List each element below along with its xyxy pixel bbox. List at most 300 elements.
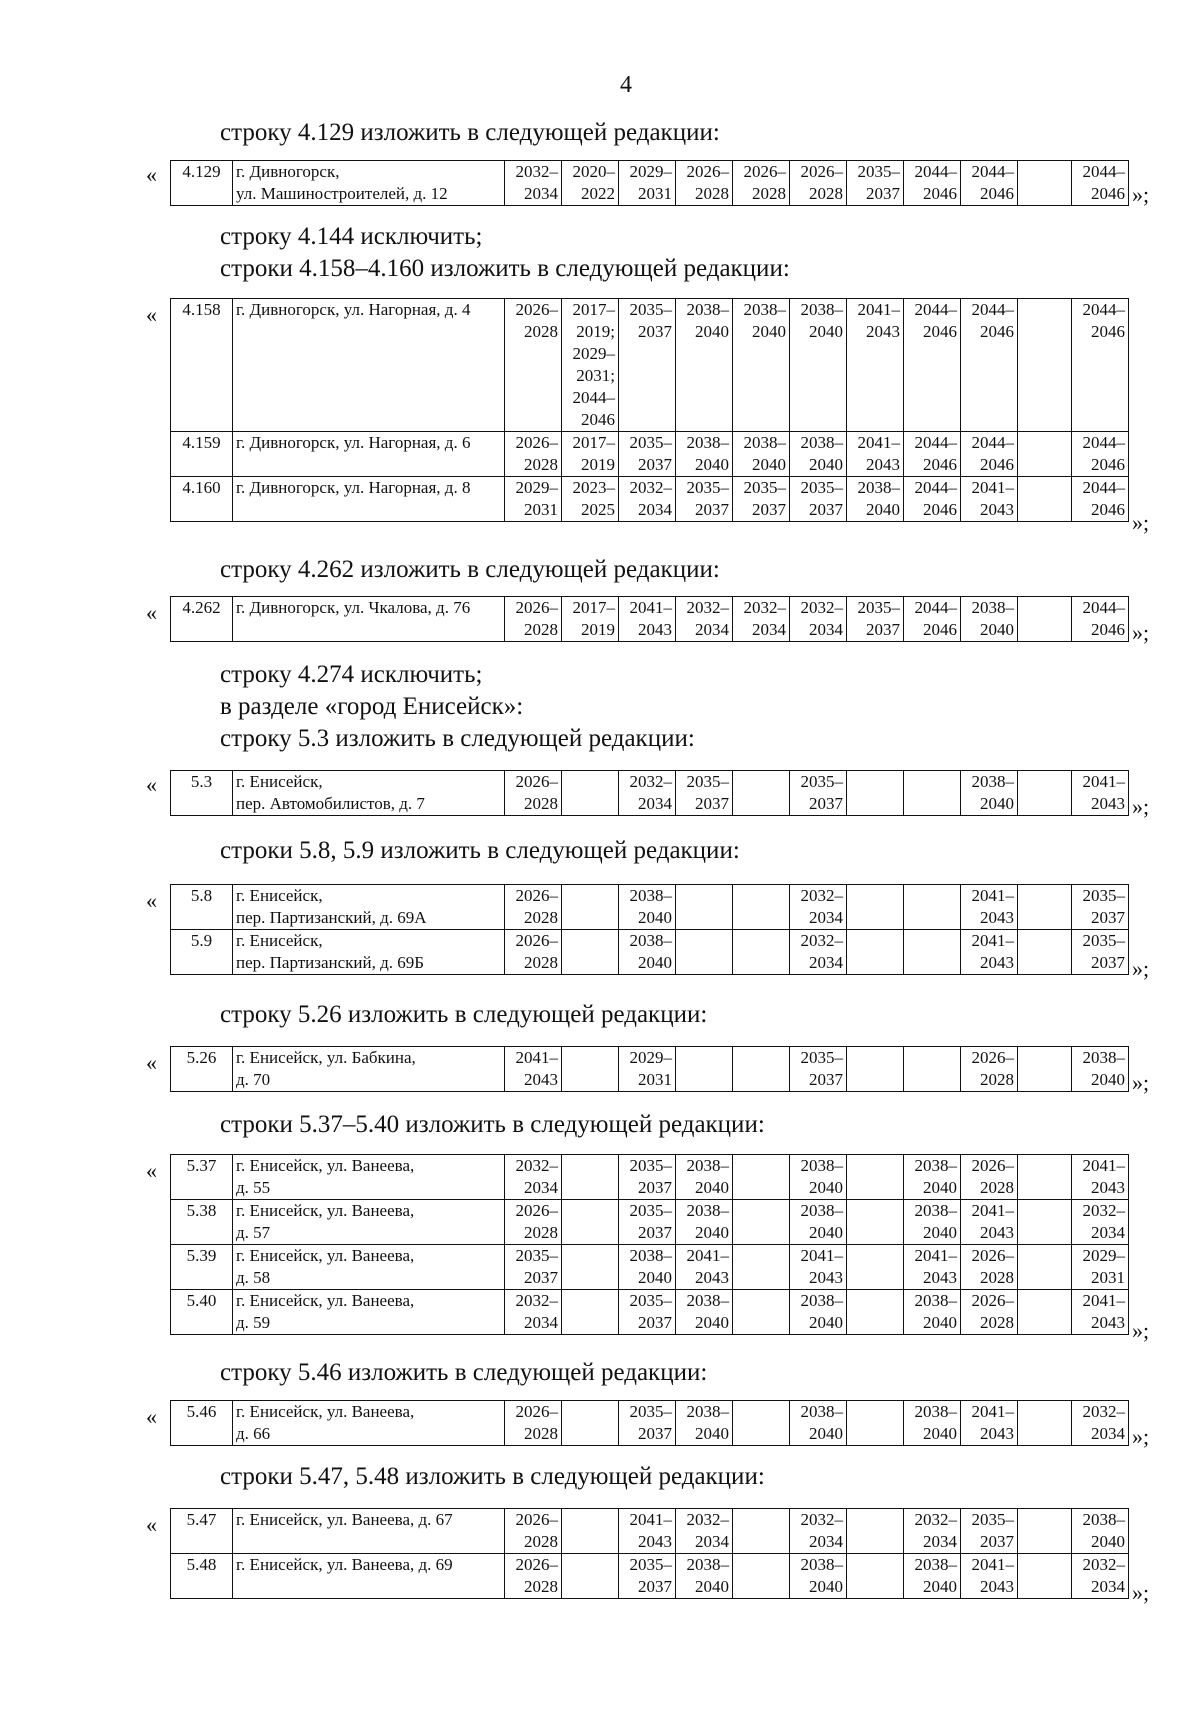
period-cell — [847, 885, 904, 930]
period-line: 2026– — [515, 300, 558, 319]
period-line: 2037 — [638, 455, 672, 474]
period-cell — [790, 1509, 847, 1554]
period-cell — [1072, 1245, 1129, 1290]
period-cell — [961, 771, 1018, 816]
period-line: 2043 — [638, 1532, 672, 1551]
period-cell — [961, 1509, 1018, 1554]
period-line: 2037 — [695, 500, 729, 519]
period-line: 2031 — [638, 184, 672, 203]
period-cell — [904, 771, 961, 816]
address-line: пер. Автомобилистов, д. 7 — [236, 794, 425, 813]
period-line: 2037 — [638, 1178, 672, 1197]
period-cell — [1072, 299, 1129, 432]
row-number: 5.9 — [171, 930, 233, 975]
row-number: 5.38 — [171, 1200, 233, 1245]
period-cell — [790, 299, 847, 432]
quote-close-4-158: »; — [1132, 510, 1150, 535]
period-cell — [847, 1155, 904, 1200]
period-line: 2032– — [1082, 1201, 1125, 1220]
heading-5-47: строки 5.47, 5.48 изложить в следующей редакции: — [220, 1463, 765, 1490]
heading-4-144: строку 4.144 исключить; — [220, 223, 483, 250]
period-cell — [733, 432, 790, 477]
period-line: 2032– — [743, 598, 786, 617]
period-cell — [562, 771, 619, 816]
address-cell — [233, 1554, 505, 1599]
period-line: 2037 — [638, 1223, 672, 1242]
period-cell — [904, 1554, 961, 1599]
address-cell — [233, 1290, 505, 1335]
table-5-26 — [170, 1046, 1129, 1092]
period-line: 2043 — [980, 500, 1014, 519]
period-line: 2040 — [866, 500, 900, 519]
quote-open-4-129: « — [146, 162, 157, 187]
period-line: 2046 — [980, 322, 1014, 341]
period-cell — [676, 1047, 733, 1092]
period-cell — [1018, 1245, 1072, 1290]
period-cell — [1018, 597, 1072, 642]
period-line: 2032– — [800, 1510, 843, 1529]
period-cell — [562, 432, 619, 477]
period-cell — [847, 1200, 904, 1245]
period-line: 2038– — [914, 1156, 957, 1175]
address-cell — [233, 1047, 505, 1092]
period-line: 2031 — [638, 1070, 672, 1089]
period-line: 2046 — [923, 184, 957, 203]
address-line: г. Енисейск, — [236, 886, 323, 905]
period-line: 2038– — [629, 931, 672, 950]
period-cell — [847, 1245, 904, 1290]
period-line: 2026– — [971, 1156, 1014, 1175]
period-line: 2038– — [800, 1402, 843, 1421]
period-line: 2028 — [524, 1424, 558, 1443]
period-cell — [961, 1554, 1018, 1599]
period-line: 2041– — [857, 300, 900, 319]
period-cell — [1018, 1290, 1072, 1335]
row-number: 4.158 — [171, 299, 233, 432]
period-cell — [904, 161, 961, 206]
heading-4-129: строку 4.129 изложить в следующей редакции: — [220, 119, 720, 146]
period-line: 2031; — [576, 366, 615, 385]
period-line: 2037 — [1091, 908, 1125, 927]
period-line: 2035– — [629, 433, 672, 452]
period-line: 2043 — [638, 620, 672, 639]
period-cell — [676, 885, 733, 930]
period-line: 2028 — [524, 908, 558, 927]
period-line: 2046 — [1091, 184, 1125, 203]
period-line: 2041– — [971, 1555, 1014, 1574]
period-cell — [1072, 1200, 1129, 1245]
period-line: 2028 — [524, 620, 558, 639]
table-row — [171, 1200, 1129, 1245]
row-number: 5.39 — [171, 1245, 233, 1290]
address-cell — [233, 885, 505, 930]
address-cell — [233, 1245, 505, 1290]
period-line: 2034 — [1091, 1577, 1125, 1596]
period-cell — [562, 1155, 619, 1200]
period-cell — [733, 930, 790, 975]
row-number: 5.8 — [171, 885, 233, 930]
period-line: 2046 — [1091, 455, 1125, 474]
period-line: 2031 — [1091, 1268, 1125, 1287]
period-cell — [505, 432, 562, 477]
period-cell — [790, 161, 847, 206]
row-number: 5.48 — [171, 1554, 233, 1599]
period-line: 2043 — [1091, 794, 1125, 813]
period-cell — [790, 771, 847, 816]
table-row — [171, 1047, 1129, 1092]
period-line: 2040 — [695, 1313, 729, 1332]
quote-close-5-47: »; — [1132, 1580, 1150, 1605]
period-cell — [847, 597, 904, 642]
period-cell — [505, 1155, 562, 1200]
period-cell — [904, 597, 961, 642]
period-cell — [562, 299, 619, 432]
period-cell — [619, 1155, 676, 1200]
period-line: 2026– — [800, 162, 843, 181]
table-5-3 — [170, 770, 1129, 816]
period-line: 2037 — [638, 322, 672, 341]
address-line: г. Енисейск, ул. Ванеева, — [236, 1291, 415, 1310]
quote-open-5-37: « — [146, 1158, 157, 1183]
table-row — [171, 161, 1129, 206]
address-line: г. Дивногорск, ул. Нагорная, д. 4 — [236, 300, 471, 319]
period-cell — [619, 771, 676, 816]
period-cell — [904, 1401, 961, 1446]
period-line: 2040 — [752, 455, 786, 474]
period-cell — [904, 432, 961, 477]
period-cell — [847, 1290, 904, 1335]
period-line: 2040 — [1091, 1532, 1125, 1551]
row-number: 4.129 — [171, 161, 233, 206]
address-line: ул. Машиностроителей, д. 12 — [236, 184, 448, 203]
period-cell — [505, 299, 562, 432]
period-line: 2034 — [524, 184, 558, 203]
period-line: 2034 — [1091, 1223, 1125, 1242]
period-line: 2035– — [515, 1246, 558, 1265]
table-5-8 — [170, 884, 1129, 975]
period-line: 2026– — [515, 433, 558, 452]
period-line: 2035– — [629, 1201, 672, 1220]
period-line: 2040 — [809, 1178, 843, 1197]
period-line: 2032– — [515, 162, 558, 181]
heading-4-158: строки 4.158–4.160 изложить в следующей редакции: — [220, 255, 790, 282]
period-cell — [676, 161, 733, 206]
period-cell — [790, 1200, 847, 1245]
period-line: 2026– — [971, 1291, 1014, 1310]
period-cell — [676, 1245, 733, 1290]
period-line: 2040 — [809, 1577, 843, 1596]
heading-5-3: строку 5.3 изложить в следующей редакции: — [220, 725, 695, 752]
period-line: 2034 — [695, 1532, 729, 1551]
period-cell — [961, 930, 1018, 975]
period-line: 2017– — [572, 598, 615, 617]
address-line: д. 58 — [236, 1268, 271, 1287]
table-row — [171, 771, 1129, 816]
period-cell — [676, 1509, 733, 1554]
period-cell — [562, 477, 619, 522]
quote-close-5-26: »; — [1132, 1070, 1150, 1095]
period-cell — [961, 1245, 1018, 1290]
period-cell — [904, 930, 961, 975]
period-line: 2041– — [857, 433, 900, 452]
period-cell — [1018, 161, 1072, 206]
period-line: 2038– — [800, 1156, 843, 1175]
period-line: 2026– — [686, 162, 729, 181]
period-line: 2017– — [572, 300, 615, 319]
row-number: 5.3 — [171, 771, 233, 816]
period-cell — [1018, 885, 1072, 930]
period-line: 2040 — [695, 455, 729, 474]
period-cell — [676, 930, 733, 975]
period-cell — [1072, 771, 1129, 816]
page-number: 4 — [620, 72, 632, 98]
period-line: 2029– — [572, 344, 615, 363]
period-cell — [505, 597, 562, 642]
period-line: 2032– — [800, 931, 843, 950]
table-5-47 — [170, 1508, 1129, 1599]
period-cell — [1072, 432, 1129, 477]
period-line: 2041– — [1082, 1291, 1125, 1310]
period-cell — [562, 885, 619, 930]
row-number: 5.37 — [171, 1155, 233, 1200]
period-cell — [733, 1200, 790, 1245]
period-cell — [1018, 299, 1072, 432]
heading-5-8: строки 5.8, 5.9 изложить в следующей редакции: — [220, 837, 740, 864]
period-cell — [505, 1290, 562, 1335]
period-line: 2038– — [914, 1402, 957, 1421]
period-line: 2038– — [686, 433, 729, 452]
table-row — [171, 1509, 1129, 1554]
period-line: 2043 — [980, 908, 1014, 927]
period-line: 2041– — [971, 1201, 1014, 1220]
row-number: 5.47 — [171, 1509, 233, 1554]
period-line: 2038– — [1082, 1048, 1125, 1067]
period-line: 2044– — [914, 598, 957, 617]
period-cell — [1018, 771, 1072, 816]
period-line: 2043 — [980, 953, 1014, 972]
period-cell — [961, 161, 1018, 206]
period-line: 2031 — [524, 500, 558, 519]
period-line: 2040 — [809, 1223, 843, 1242]
period-line: 2028 — [524, 794, 558, 813]
period-line: 2040 — [695, 1223, 729, 1242]
table-5-46 — [170, 1400, 1129, 1446]
period-cell — [619, 477, 676, 522]
period-cell — [961, 432, 1018, 477]
heading-5-26: строку 5.26 изложить в следующей редакции: — [220, 1001, 708, 1028]
period-cell — [904, 885, 961, 930]
period-line: 2032– — [800, 886, 843, 905]
period-cell — [904, 477, 961, 522]
period-cell — [505, 1200, 562, 1245]
period-line: 2035– — [971, 1510, 1014, 1529]
quote-close-5-8: »; — [1132, 956, 1150, 981]
period-line: 2046 — [923, 500, 957, 519]
heading-4-274: строку 4.274 исключить; — [220, 661, 483, 688]
address-cell — [233, 930, 505, 975]
period-cell — [1018, 1401, 1072, 1446]
address-line: д. 66 — [236, 1424, 271, 1443]
period-cell — [790, 597, 847, 642]
period-line: 2038– — [686, 1156, 729, 1175]
address-line: г. Енисейск, ул. Ванеева, — [236, 1246, 415, 1265]
period-line: 2038– — [1082, 1510, 1125, 1529]
quote-close-5-37: »; — [1132, 1318, 1150, 1343]
period-line: 2035– — [629, 1156, 672, 1175]
address-line: г. Енисейск, ул. Ванеева, д. 67 — [236, 1510, 453, 1529]
table-5-37 — [170, 1154, 1129, 1335]
period-line: 2038– — [686, 1201, 729, 1220]
period-line: 2043 — [923, 1268, 957, 1287]
period-cell — [790, 477, 847, 522]
period-cell — [961, 1290, 1018, 1335]
period-line: 2041– — [515, 1048, 558, 1067]
period-line: 2029– — [1082, 1246, 1125, 1265]
period-cell — [904, 1245, 961, 1290]
address-line: д. 70 — [236, 1070, 271, 1089]
period-line: 2037 — [809, 500, 843, 519]
period-line: 2026– — [515, 772, 558, 791]
period-line: 2028 — [524, 1577, 558, 1596]
period-cell — [1072, 885, 1129, 930]
period-cell — [733, 477, 790, 522]
period-line: 2019; — [576, 322, 615, 341]
period-line: 2037 — [866, 620, 900, 639]
address-cell — [233, 771, 505, 816]
address-line: г. Енисейск, ул. Бабкина, — [236, 1048, 416, 1067]
quote-open-5-26: « — [146, 1050, 157, 1075]
address-line: г. Енисейск, — [236, 931, 323, 950]
period-line: 2040 — [923, 1223, 957, 1242]
period-cell — [619, 1200, 676, 1245]
period-cell — [1018, 1554, 1072, 1599]
period-line: 2037 — [809, 794, 843, 813]
period-line: 2040 — [695, 1577, 729, 1596]
address-line: г. Дивногорск, ул. Нагорная, д. 8 — [236, 478, 471, 497]
period-line: 2035– — [800, 478, 843, 497]
period-line: 2028 — [524, 455, 558, 474]
period-line: 2040 — [638, 953, 672, 972]
period-cell — [562, 1200, 619, 1245]
address-line: г. Дивногорск, ул. Нагорная, д. 6 — [236, 433, 471, 452]
period-cell — [847, 161, 904, 206]
period-line: 2046 — [980, 455, 1014, 474]
heading-4-262: строку 4.262 изложить в следующей редакции: — [220, 556, 720, 583]
address-cell — [233, 1200, 505, 1245]
period-cell — [505, 1047, 562, 1092]
period-line: 2043 — [980, 1577, 1014, 1596]
period-cell — [1072, 1554, 1129, 1599]
period-cell — [961, 1401, 1018, 1446]
period-line: 2038– — [914, 1555, 957, 1574]
period-cell — [619, 1047, 676, 1092]
table-row — [171, 432, 1129, 477]
period-cell — [847, 477, 904, 522]
period-line: 2037 — [638, 1577, 672, 1596]
period-line: 2019 — [581, 455, 615, 474]
period-cell — [733, 1554, 790, 1599]
period-cell — [733, 1290, 790, 1335]
period-line: 2022 — [581, 184, 615, 203]
period-cell — [1072, 1401, 1129, 1446]
period-line: 2029– — [629, 162, 672, 181]
period-line: 2041– — [686, 1246, 729, 1265]
period-cell — [562, 597, 619, 642]
period-line: 2029– — [515, 478, 558, 497]
period-line: 2028 — [524, 1532, 558, 1551]
period-line: 2038– — [800, 433, 843, 452]
period-line: 2038– — [686, 1291, 729, 1310]
period-cell — [904, 299, 961, 432]
period-line: 2026– — [515, 931, 558, 950]
period-line: 2035– — [629, 1555, 672, 1574]
period-cell — [847, 1401, 904, 1446]
period-line: 2040 — [638, 1268, 672, 1287]
period-cell — [1018, 1047, 1072, 1092]
address-cell — [233, 1155, 505, 1200]
address-line: г. Енисейск, ул. Ванеева, д. 69 — [236, 1555, 453, 1574]
period-line: 2046 — [581, 410, 615, 429]
period-cell — [961, 1047, 1018, 1092]
period-cell — [619, 1554, 676, 1599]
period-cell — [904, 1509, 961, 1554]
period-line: 2040 — [695, 322, 729, 341]
period-line: 2025 — [581, 500, 615, 519]
address-cell — [233, 477, 505, 522]
period-line: 2046 — [1091, 500, 1125, 519]
period-cell — [619, 597, 676, 642]
period-line: 2044– — [1082, 478, 1125, 497]
period-cell — [562, 1554, 619, 1599]
period-cell — [733, 1155, 790, 1200]
period-cell — [562, 1509, 619, 1554]
row-number: 4.160 — [171, 477, 233, 522]
period-cell — [961, 885, 1018, 930]
period-cell — [676, 1200, 733, 1245]
period-line: 2044– — [1082, 598, 1125, 617]
table-row — [171, 1401, 1129, 1446]
period-line: 2040 — [980, 794, 1014, 813]
period-line: 2038– — [971, 598, 1014, 617]
period-cell — [619, 930, 676, 975]
period-line: 2028 — [524, 1223, 558, 1242]
period-line: 2032– — [686, 598, 729, 617]
table-row — [171, 930, 1129, 975]
period-line: 2038– — [857, 478, 900, 497]
period-line: 2034 — [695, 620, 729, 639]
quote-open-5-47: « — [146, 1512, 157, 1537]
address-cell — [233, 161, 505, 206]
period-cell — [1072, 1047, 1129, 1092]
period-cell — [790, 1401, 847, 1446]
period-line: 2043 — [866, 455, 900, 474]
quote-open-5-46: « — [146, 1404, 157, 1429]
period-line: 2023– — [572, 478, 615, 497]
period-line: 2028 — [524, 953, 558, 972]
period-cell — [619, 885, 676, 930]
period-line: 2035– — [629, 1291, 672, 1310]
table-row — [171, 885, 1129, 930]
period-cell — [790, 1047, 847, 1092]
quote-open-5-8: « — [146, 888, 157, 913]
row-number: 4.262 — [171, 597, 233, 642]
quote-open-4-262: « — [146, 600, 157, 625]
period-line: 2046 — [980, 184, 1014, 203]
period-line: 2019 — [581, 620, 615, 639]
period-cell — [733, 1047, 790, 1092]
period-cell — [961, 299, 1018, 432]
period-line: 2028 — [980, 1178, 1014, 1197]
